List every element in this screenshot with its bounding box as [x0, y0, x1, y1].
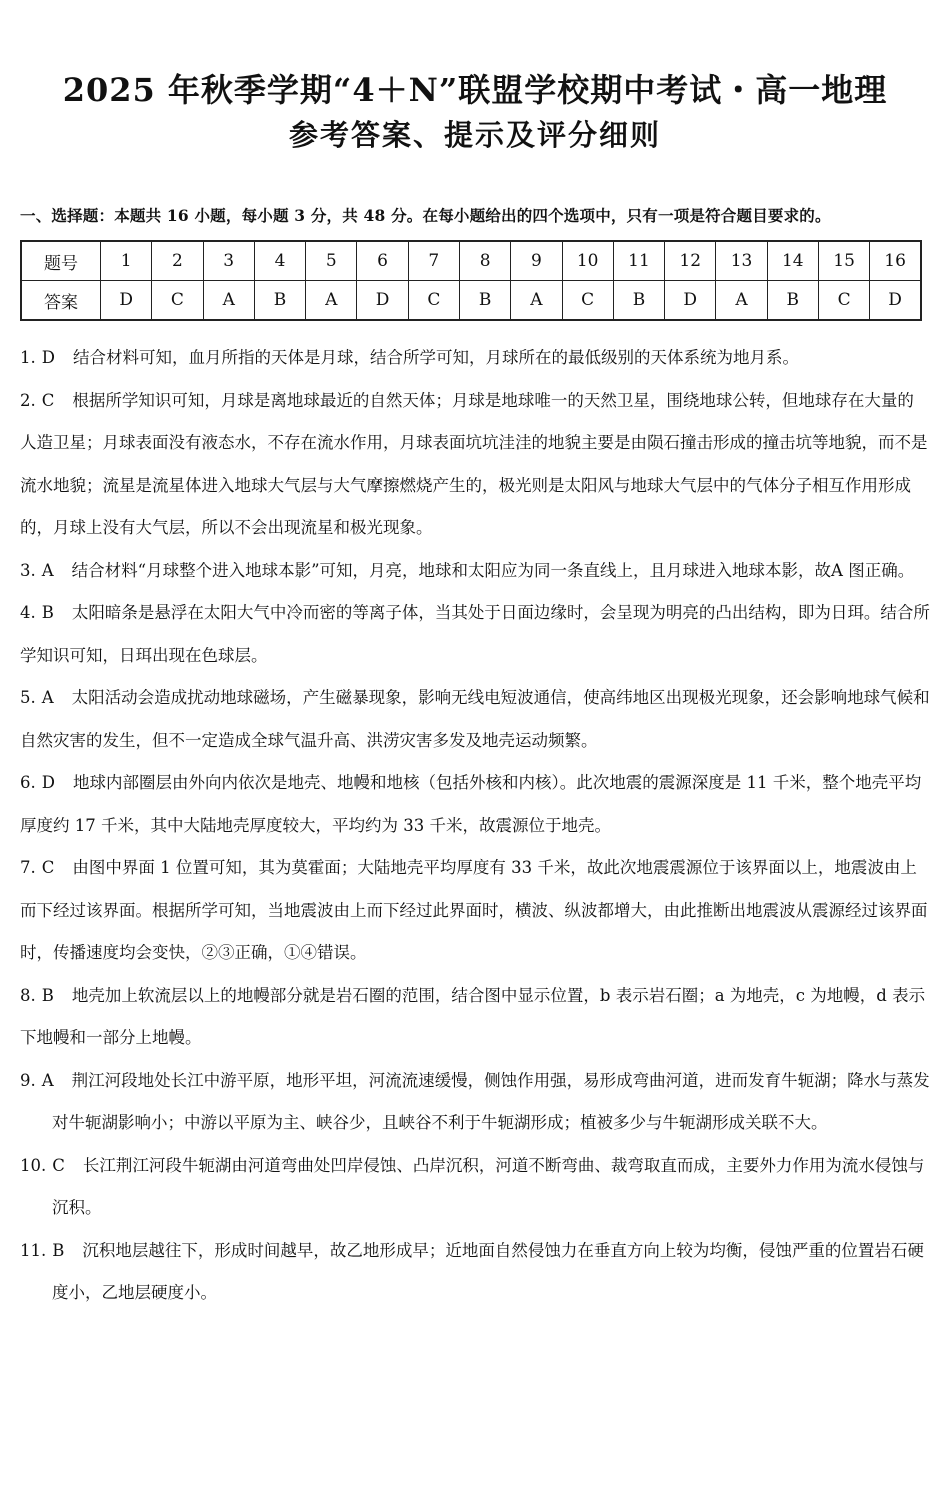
answer-table	[20, 240, 922, 321]
question-number-cell: 6	[357, 241, 408, 281]
page-title: 2025 年秋季学期“4＋N”联盟学校期中考试・高一地理	[62, 71, 888, 109]
question-number: 1.	[20, 348, 36, 367]
row-label-question: 题号	[21, 241, 101, 281]
explanation-item	[20, 592, 930, 677]
question-number-cell: 2	[152, 241, 203, 281]
question-number-cell: 4	[254, 241, 305, 281]
question-number-cell: 3	[203, 241, 254, 281]
explanation-item	[20, 847, 930, 975]
answer-key: D	[41, 348, 55, 367]
answer-key: A	[41, 560, 54, 580]
explanation-item	[20, 762, 930, 847]
question-number: 4.	[20, 603, 36, 622]
question-number: 9.	[20, 1070, 36, 1090]
question-number-cell: 14	[767, 241, 818, 281]
explanation-item	[20, 1145, 930, 1230]
explanation-text: 沉积地层越往下，形成时间越早，故乙地形成早；近地面自然侵蚀力在垂直方向上较为均衡，侵蚀严重的位置岩石硬度小，乙地层硬度小。	[52, 1240, 924, 1302]
question-number-cell: 7	[408, 241, 459, 281]
answer-key: C	[41, 858, 55, 877]
explanations-list	[20, 337, 930, 1315]
explanation-text: 结合材料“月球整个进入地球本影”可知，月亮，地球和太阳应为同一条直线上，且月球进入地球本影，故A 图正确。	[71, 560, 915, 580]
explanation-item	[20, 550, 930, 593]
question-number-cell: 5	[306, 241, 357, 281]
answer-cell: A	[203, 281, 254, 321]
question-number-cell: 9	[511, 241, 562, 281]
answer-cell: D	[101, 281, 152, 321]
question-number-row	[21, 241, 921, 281]
question-number-cell: 10	[562, 241, 613, 281]
explanation-text: 地球内部圈层由外向内依次是地壳、地幔和地核（包括外核和内核）。此次地震的震源深度是 11 千米，整个地壳平均厚度约 17 千米，其中大陆地壳厚度较大，平均约为 33 千米，故震源位于地壳。	[20, 773, 922, 835]
answer-row	[21, 281, 921, 321]
answer-cell: D	[357, 281, 408, 321]
question-number-cell: 11	[613, 241, 664, 281]
question-number: 2.	[20, 390, 36, 410]
row-label-answer: 答案	[21, 281, 101, 321]
question-number: 7.	[20, 858, 36, 877]
answer-key: A	[41, 1070, 54, 1090]
question-number: 3.	[20, 560, 36, 580]
answer-cell: D	[870, 281, 921, 321]
answer-cell: B	[459, 281, 510, 321]
explanation-text: 结合材料可知，血月所指的天体是月球，结合所学可知，月球所在的最低级别的天体系统为地月系。	[72, 348, 799, 367]
explanation-text: 由图中界面 1 位置可知，其为莫霍面；大陆地壳平均厚度有 33 千米，故此次地震震源位于该界面以上，地震波由上而下经过该界面。根据所学可知，当地震波由上而下经过此界面时，横波、纵波都增大，由此推断出地震波从震源经过该界面时，传播速度均会变快，②③正确，①④错误。	[20, 858, 928, 962]
answer-cell: B	[767, 281, 818, 321]
answer-cell: D	[665, 281, 716, 321]
question-number: 8.	[20, 985, 36, 1005]
question-number-cell: 13	[716, 241, 767, 281]
question-number-cell: 8	[459, 241, 510, 281]
answer-key: B	[41, 985, 54, 1005]
explanation-text: 太阳活动会造成扰动地球磁场，产生磁暴现象，影响无线电短波通信，使高纬地区出现极光现象，还会影响地球气候和自然灾害的发生，但不一定造成全球气温升高、洪涝灾害多发及地壳运动频繁。	[20, 688, 930, 750]
explanation-item	[20, 975, 930, 1060]
answer-cell: A	[306, 281, 357, 321]
answer-cell: A	[511, 281, 562, 321]
explanation-item	[20, 1230, 930, 1315]
answer-cell: B	[254, 281, 305, 321]
answer-cell: C	[818, 281, 869, 321]
question-number: 5.	[20, 688, 36, 707]
explanation-text: 根据所学知识可知，月球是离地球最近的自然天体；月球是地球唯一的天然卫星，围绕地球公转，但地球存在大量的人造卫星；月球表面没有液态水，不存在流水作用，月球表面坑坑洼洼的地貌主要是由陨石撞击形成的撞击坑等地貌，而不是流水地貌；流星是流星体进入地球大气层与大气摩擦燃烧产生的，极光则是太阳风与地球大气层中的气体分子相互作用形成的，月球上没有大气层，所以不会出现流星和极光现象。	[20, 390, 928, 537]
answer-key: B	[52, 1240, 65, 1260]
explanation-item	[20, 337, 930, 380]
explanation-text: 地壳加上软流层以上的地幔部分就是岩石圈的范围，结合图中显示位置，b 表示岩石圈；a 为地壳，c 为地幔，d 表示下地幔和一部分上地幔。	[20, 985, 926, 1047]
answer-cell: C	[408, 281, 459, 321]
page-subtitle: 参考答案、提示及评分细则	[288, 118, 661, 152]
question-number: 10.	[20, 1155, 47, 1175]
answer-key: D	[41, 773, 55, 792]
question-number: 11.	[20, 1240, 47, 1260]
answer-cell: C	[562, 281, 613, 321]
question-number-cell: 12	[665, 241, 716, 281]
question-number-cell: 15	[818, 241, 869, 281]
explanation-text: 太阳暗条是悬浮在太阳大气中冷而密的等离子体，当其处于日面边缘时，会呈现为明亮的凸出结构，即为日珥。结合所学知识可知，日珥出现在色球层。	[20, 603, 930, 665]
answer-cell: B	[613, 281, 664, 321]
section-heading: 一、选择题：本题共 16 小题，每小题 3 分，共 48 分。在每小题给出的四个选项中，只有一项是符合题目要求的。	[20, 206, 831, 225]
explanation-text: 荆江河段地处长江中游平原，地形平坦，河流流速缓慢，侧蚀作用强，易形成弯曲河道，进而发育牛轭湖；降水与蒸发对牛轭湖影响小；中游以平原为主、峡谷少，且峡谷不利于牛轭湖形成；植被多少与牛轭湖形成关联不大。	[52, 1070, 930, 1132]
explanation-text: 长江荆江河段牛轭湖由河道弯曲处凹岸侵蚀、凸岸沉积，河道不断弯曲、裁弯取直而成，主要外力作用为流水侵蚀与沉积。	[52, 1155, 925, 1217]
question-number-cell: 16	[870, 241, 921, 281]
explanation-item	[20, 677, 930, 762]
answer-cell: A	[716, 281, 767, 321]
explanation-item	[20, 380, 930, 550]
question-number: 6.	[20, 773, 36, 792]
answer-key: C	[41, 390, 55, 410]
answer-cell: C	[152, 281, 203, 321]
answer-key: C	[52, 1155, 65, 1175]
explanation-item	[20, 1060, 930, 1145]
answer-key: A	[41, 688, 54, 707]
answer-key: B	[41, 603, 54, 622]
question-number-cell: 1	[101, 241, 152, 281]
